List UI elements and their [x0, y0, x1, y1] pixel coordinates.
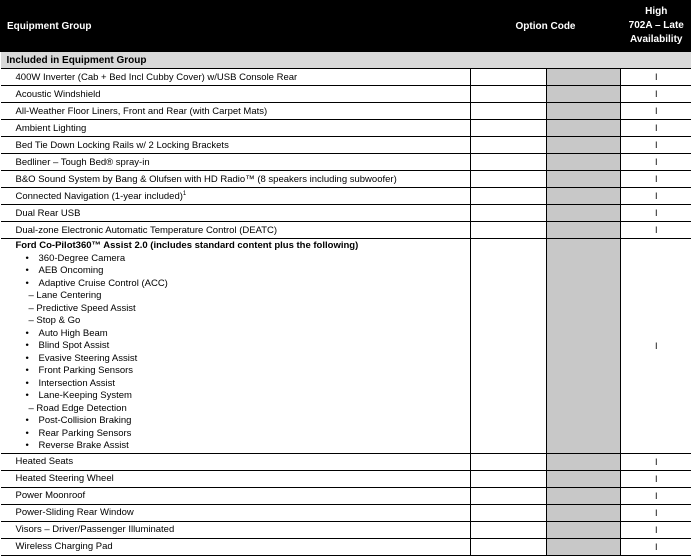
header-option-code: Option Code	[471, 0, 621, 52]
header-avail-line3: Availability	[621, 33, 691, 47]
availability-cell: I	[621, 154, 691, 171]
feature-cell	[1, 470, 471, 487]
availability-cell: I	[621, 453, 691, 470]
feature-text: Visors – Driver/Passenger Illuminated	[16, 524, 175, 535]
option-code-cell	[471, 69, 547, 86]
sub-list-item: – Predictive Speed Assist	[26, 303, 471, 316]
option-code-shaded-cell	[547, 171, 621, 188]
availability-cell: I	[621, 239, 691, 454]
option-code-shaded-cell	[547, 137, 621, 154]
feature-text: Power Moonroof	[16, 490, 86, 501]
header-avail-line2: 702A – Late	[621, 19, 691, 33]
availability-cell: I	[621, 470, 691, 487]
table-row	[1, 521, 691, 538]
footnote-marker: 1	[183, 190, 186, 196]
availability-cell: I	[621, 504, 691, 521]
availability-cell: I	[621, 137, 691, 154]
copilot-feature-list	[16, 253, 471, 453]
option-code-shaded-cell	[547, 470, 621, 487]
list-item: • Post-Collision Braking	[26, 415, 471, 428]
option-code-cell	[471, 239, 547, 454]
list-item: • Blind Spot Assist	[26, 340, 471, 353]
availability-cell: I	[621, 538, 691, 555]
table-row	[1, 487, 691, 504]
option-code-cell	[471, 103, 547, 120]
list-item: • Lane-Keeping System	[26, 390, 471, 403]
table-row	[1, 470, 691, 487]
table-row	[1, 222, 691, 239]
list-item: • Adaptive Cruise Control (ACC)	[26, 278, 471, 291]
list-item: • Evasive Steering Assist	[26, 353, 471, 366]
feature-text: Wireless Charging Pad	[16, 541, 113, 552]
feature-text: Power-Sliding Rear Window	[16, 507, 134, 518]
feature-text: Acoustic Windshield	[16, 89, 101, 100]
feature-cell	[1, 103, 471, 120]
feature-text: Heated Steering Wheel	[16, 473, 114, 484]
option-code-shaded-cell	[547, 521, 621, 538]
feature-cell	[1, 171, 471, 188]
table-row	[1, 171, 691, 188]
feature-cell	[1, 86, 471, 103]
option-code-cell	[471, 137, 547, 154]
availability-cell: I	[621, 120, 691, 137]
feature-text: Ambient Lighting	[16, 123, 87, 134]
table-row	[1, 137, 691, 154]
option-code-cell	[471, 188, 547, 205]
feature-text: All-Weather Floor Liners, Front and Rear (with Carpet Mats)	[16, 106, 268, 117]
table-row	[1, 69, 691, 86]
list-item: • AEB Oncoming	[26, 265, 471, 278]
table-row-copilot	[1, 239, 691, 454]
table-row	[1, 205, 691, 222]
header-availability	[621, 0, 691, 52]
availability-cell: I	[621, 103, 691, 120]
table-row	[1, 120, 691, 137]
sub-list-item: – Road Edge Detection	[26, 403, 471, 416]
option-code-cell	[471, 205, 547, 222]
feature-cell	[1, 487, 471, 504]
option-code-cell	[471, 538, 547, 555]
feature-cell	[1, 222, 471, 239]
table-row	[1, 453, 691, 470]
table-row	[1, 504, 691, 521]
option-code-cell	[471, 222, 547, 239]
option-code-shaded-cell	[547, 487, 621, 504]
table-row	[1, 188, 691, 205]
header-avail-line1: High	[621, 5, 691, 19]
sub-list-item: – Stop & Go	[26, 315, 471, 328]
feature-text: Heated Seats	[16, 456, 74, 467]
feature-cell	[1, 154, 471, 171]
option-code-cell	[471, 86, 547, 103]
option-code-cell	[471, 487, 547, 504]
feature-cell	[1, 137, 471, 154]
feature-text: Connected Navigation (1-year included)	[16, 191, 183, 202]
list-item: • Front Parking Sensors	[26, 365, 471, 378]
availability-cell: I	[621, 171, 691, 188]
option-code-shaded-cell	[547, 154, 621, 171]
feature-cell	[1, 521, 471, 538]
option-code-cell	[471, 453, 547, 470]
availability-cell: I	[621, 69, 691, 86]
feature-cell	[1, 120, 471, 137]
table-row	[1, 154, 691, 171]
feature-text: Bedliner – Tough Bed® spray-in	[16, 157, 150, 168]
table-row	[1, 103, 691, 120]
option-code-shaded-cell	[547, 86, 621, 103]
option-code-shaded-cell	[547, 538, 621, 555]
table-row	[1, 86, 691, 103]
option-code-shaded-cell	[547, 205, 621, 222]
list-item: • 360-Degree Camera	[26, 253, 471, 266]
availability-cell: I	[621, 487, 691, 504]
option-code-shaded-cell	[547, 69, 621, 86]
copilot-title: Ford Co-Pilot360™ Assist 2.0 (includes standard content plus the following)	[16, 240, 471, 253]
feature-cell	[1, 188, 471, 205]
feature-cell	[1, 453, 471, 470]
option-code-cell	[471, 154, 547, 171]
table-header	[1, 0, 691, 52]
feature-cell	[1, 239, 471, 454]
option-code-shaded-cell	[547, 504, 621, 521]
list-item: • Reverse Brake Assist	[26, 440, 471, 453]
availability-cell: I	[621, 205, 691, 222]
feature-cell	[1, 205, 471, 222]
feature-text: Bed Tie Down Locking Rails w/ 2 Locking Brackets	[16, 140, 229, 151]
option-code-shaded-cell	[547, 453, 621, 470]
availability-cell: I	[621, 188, 691, 205]
feature-cell	[1, 69, 471, 86]
option-code-cell	[471, 171, 547, 188]
list-item: • Auto High Beam	[26, 328, 471, 341]
availability-cell: I	[621, 222, 691, 239]
list-item: • Intersection Assist	[26, 378, 471, 391]
option-code-cell	[471, 470, 547, 487]
feature-text: 400W Inverter (Cab + Bed Incl Cubby Cover) w/USB Console Rear	[16, 72, 298, 83]
section-header	[1, 52, 691, 69]
option-code-shaded-cell	[547, 103, 621, 120]
table-row	[1, 538, 691, 555]
header-equipment-group: Equipment Group	[1, 0, 471, 52]
feature-text: B&O Sound System by Bang & Olufsen with HD Radio™ (8 speakers including subwoofer)	[16, 174, 397, 185]
option-code-shaded-cell	[547, 239, 621, 454]
feature-text: Dual Rear USB	[16, 208, 81, 219]
list-item: • Rear Parking Sensors	[26, 428, 471, 441]
table-body	[1, 52, 691, 555]
section-title: Included in Equipment Group	[1, 52, 691, 69]
availability-cell: I	[621, 86, 691, 103]
availability-cell: I	[621, 521, 691, 538]
feature-text: Dual-zone Electronic Automatic Temperature Control (DEATC)	[16, 225, 278, 236]
option-code-cell	[471, 504, 547, 521]
option-code-cell	[471, 120, 547, 137]
option-code-shaded-cell	[547, 188, 621, 205]
option-code-shaded-cell	[547, 120, 621, 137]
feature-cell	[1, 538, 471, 555]
sub-list-item: – Lane Centering	[26, 290, 471, 303]
option-code-shaded-cell	[547, 222, 621, 239]
feature-cell	[1, 504, 471, 521]
option-code-cell	[471, 521, 547, 538]
